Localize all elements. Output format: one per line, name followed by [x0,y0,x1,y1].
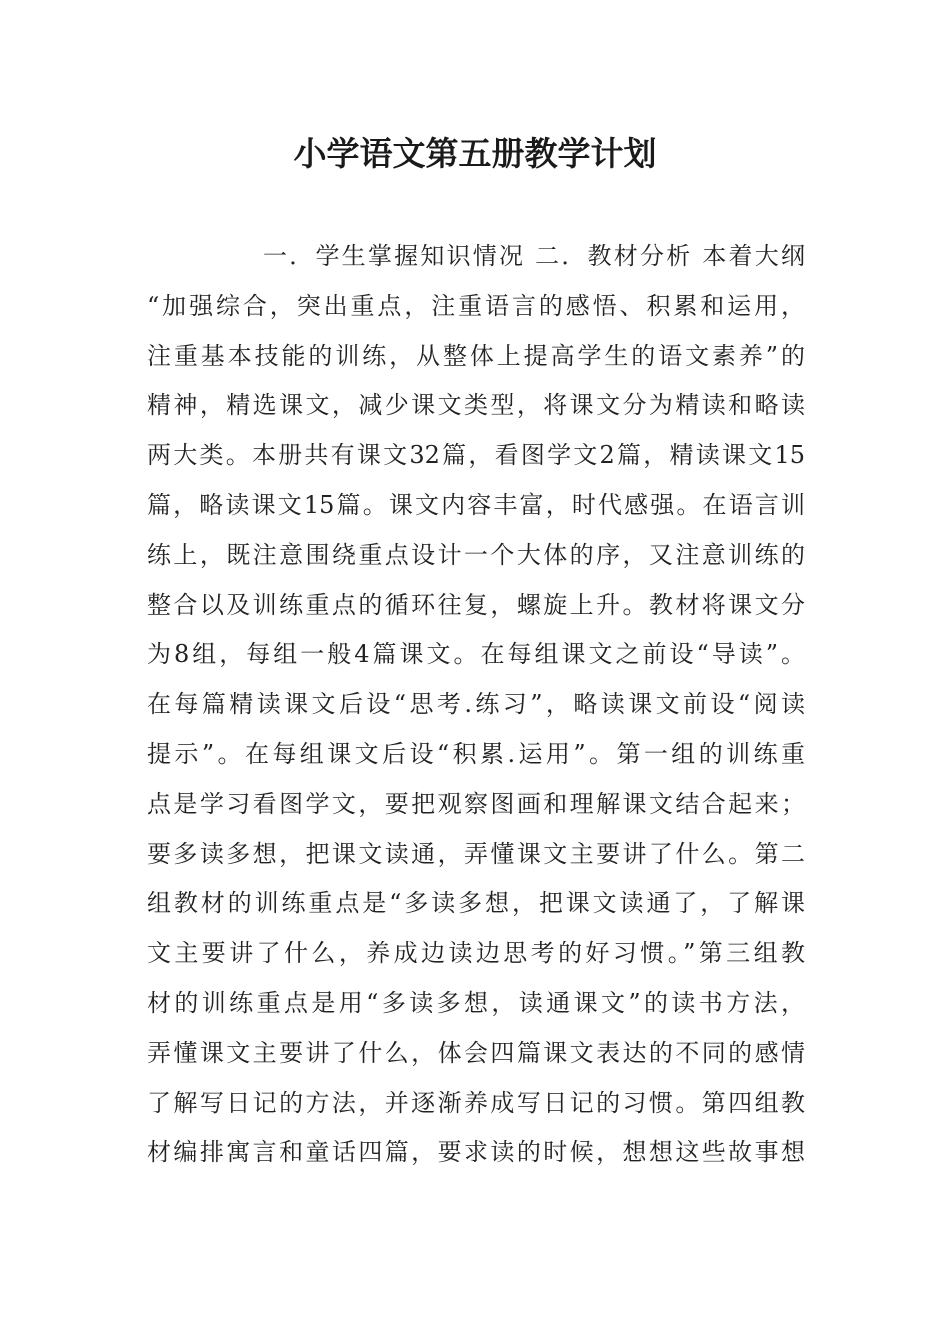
body-line: 注重基本技能的训练，从整体上提高学生的语文素养”的 [147,341,805,370]
body-line: 材编排寓言和童话四篇，要求读的时候，想想这些故事想 [147,1138,805,1167]
body-line: 整合以及训练重点的循环往复，螺旋上升。教材将课文分 [147,590,805,619]
body-line: 在每篇精读课文后设“思考.练习”，略读课文前设“阅读 [147,690,805,719]
body-line: 要多读多想，把课文读通，弄懂课文主要讲了什么。第二 [147,839,805,868]
body-line: 两大类。本册共有课文32篇，看图学文2篇，精读课文15 [147,441,805,470]
body-line: 点是学习看图学文，要把观察图画和理解课文结合起来； [147,789,805,818]
body-line: 精神，精选课文，减少课文类型，将课文分为精读和略读 [147,391,805,420]
body-line: 篇，略读课文15篇。课文内容丰富，时代感强。在语言训 [147,490,805,519]
body-line: 弄懂课文主要讲了什么，体会四篇课文表达的不同的感情 [147,1038,805,1067]
body-line: 材的训练重点是用“多读多想，读通课文”的读书方法， [147,988,805,1017]
body-line: “加强综合，突出重点，注重语言的感悟、积累和运用， [147,291,805,320]
body-line: 文主要讲了什么，养成边读边思考的好习惯。”第三组教 [147,939,805,968]
body-line: 了解写日记的方法，并逐渐养成写日记的习惯。第四组教 [147,1088,805,1117]
body-line: 提示”。在每组课文后设“积累.运用”。第一组的训练重 [147,739,805,768]
body-line: 一．学生掌握知识情况 二．教材分析 本着大纲 [263,242,805,270]
body-line: 练上，既注意围绕重点设计一个大体的序，又注意训练的 [147,540,805,569]
document-body [147,232,805,1178]
body-line: 组教材的训练重点是“多读多想，把课文读通了，了解课 [147,889,805,918]
body-line: 为8组，每组一般4篇课文。在每组课文之前设“导读”。 [147,640,805,669]
document-title: 小学语文第五册教学计划 [293,134,657,173]
